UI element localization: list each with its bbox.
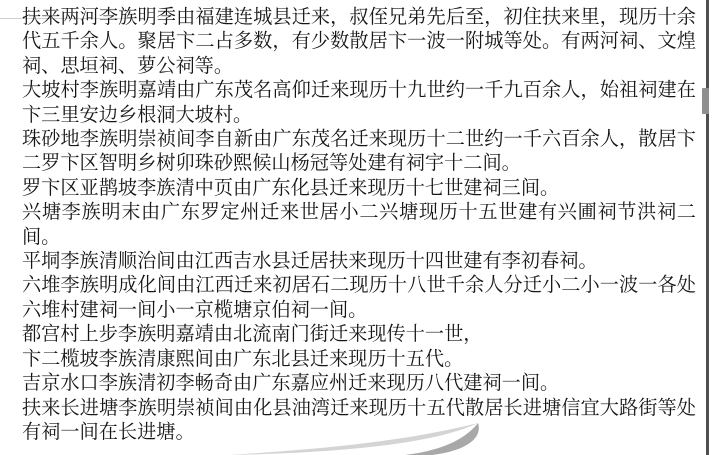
paragraph: 珠砂地李族明崇祯间李自新由广东茂名迁来现历十二世约一千六百余人，散居卞二罗卞区智明乡树卯珠砂熙候山杨冠等处建有祠宇十二间。: [22, 129, 696, 175]
paragraph: 都宫村上步李族明嘉靖由北流南门街迁来现传十一世，: [22, 324, 483, 346]
paragraph: 罗卞区亚鹊坡李族清中页由广东化县迁来现历十七世建祠三间。: [22, 177, 560, 199]
scrollbar-track[interactable]: [706, 0, 709, 455]
paragraph: 吉京水口李族清初李畅奇由广东嘉应州迁来现历八代建祠一间。: [22, 373, 560, 395]
swoosh-decoration: [180, 415, 520, 455]
scrollbar-thumb[interactable]: [702, 88, 709, 114]
paragraph: 大坡村李族明嘉靖由广东茂名高仰迁来现历十九世约一千九百余人，始祖祠建在卞三里安边乡根洞大坡村。: [22, 80, 696, 126]
paragraph: 卞二榄坡李族清康熙间由广东北县迁来现历十五代。: [22, 348, 464, 370]
paragraph: 兴塘李族明末由广东罗定州迁来世居小二兴塘现历十五世建有兴圃祠节洪祠二间。: [22, 202, 696, 248]
paragraph: 六堆李族明成化间由江西迁来初居石二现历十八世千余人分迁小二小一波一各处六堆村建祠一间小一京榄塘京伯祠一间。: [22, 275, 696, 321]
paragraph: 扶来长进塘李族明崇祯间由化县油湾迁来现历十五代散居长进塘信宜大路街等处有祠一间在长进塘。: [22, 397, 696, 443]
paragraph: 平垌李族清顺治间由江西吉水县迁居扶来现历十四世建有李初春祠。: [22, 251, 598, 273]
document-text: [22, 6, 696, 445]
paragraph: 扶来两河李族明季由福建连城县迁来，叔侄兄弟先后至，初住扶来里，现历十余代五千余人。聚居卞二占多数，有少数散居卞一波一附城等处。有两河祠、文煌祠、思垣祠、萝公祠等。: [22, 7, 696, 77]
